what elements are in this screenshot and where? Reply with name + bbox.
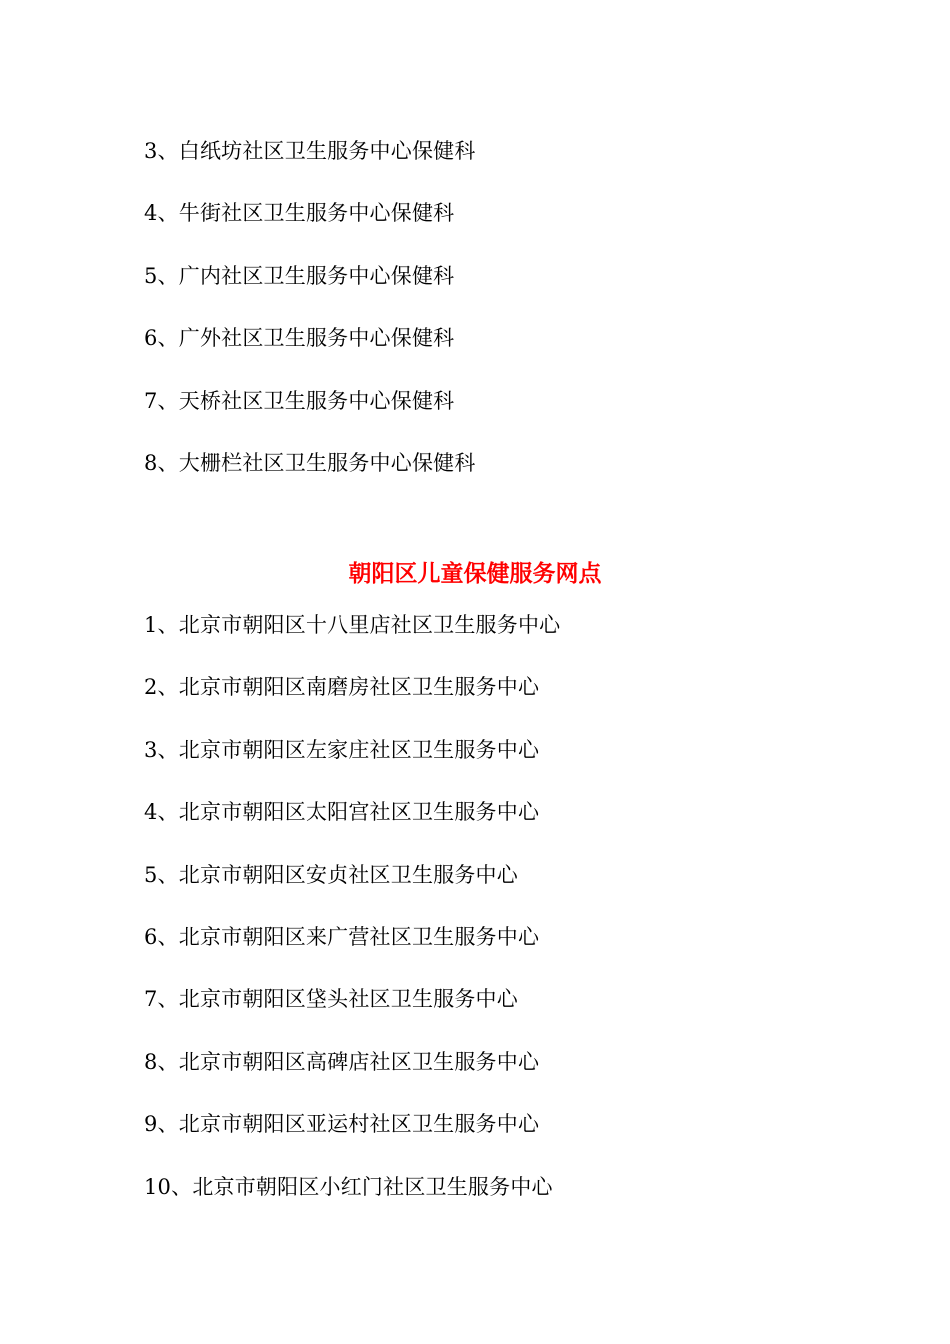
list-item: 1、北京市朝阳区十八里店社区卫生服务中心 [144, 613, 561, 637]
list-item: 8、大栅栏社区卫生服务中心保健科 [144, 450, 476, 475]
list-item: 6、北京市朝阳区来广营社区卫生服务中心 [144, 924, 540, 949]
list-item: 2、北京市朝阳区南磨房社区卫生服务中心 [144, 675, 540, 700]
list-item: 8、北京市朝阳区高碑店社区卫生服务中心 [144, 1049, 540, 1074]
list-item: 4、牛街社区卫生服务中心保健科 [144, 201, 455, 226]
list-item: 9、北京市朝阳区亚运村社区卫生服务中心 [144, 1112, 540, 1137]
list-item: 3、北京市朝阳区左家庄社区卫生服务中心 [144, 737, 540, 762]
section-title: 朝阳区儿童保健服务网点 [348, 560, 602, 587]
list-item: 3、白纸坊社区卫生服务中心保健科 [144, 139, 476, 163]
list-item: 5、北京市朝阳区安贞社区卫生服务中心 [144, 862, 518, 887]
chaoyang-service-list [144, 608, 560, 1232]
list-item: 7、天桥社区卫生服务中心保健科 [144, 388, 455, 413]
dongcheng-xicheng-service-list [144, 134, 476, 508]
list-item: 4、北京市朝阳区太阳宫社区卫生服务中心 [144, 800, 540, 825]
list-item: 5、广内社区卫生服务中心保健科 [144, 263, 455, 288]
list-item: 7、北京市朝阳区垡头社区卫生服务中心 [144, 987, 518, 1012]
list-item: 10、北京市朝阳区小红门社区卫生服务中心 [144, 1174, 553, 1199]
list-item: 6、广外社区卫生服务中心保健科 [144, 326, 455, 351]
